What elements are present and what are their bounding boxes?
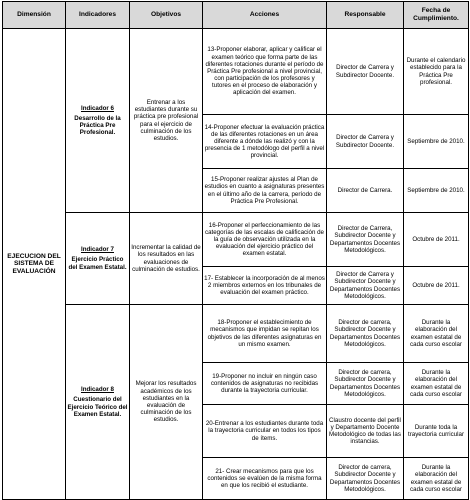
indicator-name: Desarrollo de la Práctica Pre Profesional.	[74, 114, 121, 137]
responsible-cell: Director de carrera, Subdirector Docente y Departamentos Docentes Metodológicos.	[327, 305, 404, 363]
date-cell: Durante el calendario establecido para la Práctica Pre profesional.	[404, 29, 469, 115]
action-cell: 15-Proponer realizar ajustes al Plan de estudios en cuanto a asignaturas presentes en el último año de la carrera, período de Práctica Pre Profesional.	[203, 169, 327, 213]
date-cell: Durante la elaboración del examen estatal de cada curso escolar	[404, 458, 469, 500]
table-row	[3, 29, 469, 115]
indicator-name: Cuestionario del Ejercicio Teórico del Examen Estatal.	[67, 396, 128, 418]
header-row	[3, 2, 469, 29]
indicator-name: Ejercicio Práctico del Examen Estatal.	[68, 256, 127, 271]
action-cell: 19-Proponer no incluir en ningún caso contenidos de asignaturas no recibidas durante la trayectoria curricular.	[203, 363, 327, 405]
responsible-cell: Director de Carrera.	[327, 169, 404, 213]
indicator-cell	[66, 213, 130, 305]
header-responsible: Responsable	[327, 2, 404, 29]
date-cell: Durante la elaboración del examen estatal de cada curso escolar	[404, 363, 469, 405]
action-cell: 21- Crear mecanismos para que los contenidos se evalúen de la misma forma en que los recibió el estudiante.	[203, 458, 327, 500]
action-cell: 18-Proponer el establecimiento de mecanismos que impidan se repitan los objetivos de las diferentes asignaturas en un mismo examen.	[203, 305, 327, 363]
action-cell: 16-Proponer el perfeccionamiento de las categorías de las escalas de calificación de la guía de observación utilizada en la evaluación del ejercicio práctico del examen estatal.	[203, 213, 327, 267]
action-cell: 20-Entrenar a los estudiantes durante toda la trayectoria curricular en todos los tipos de ítems.	[203, 405, 327, 458]
header-indicators: Indicadores	[66, 2, 130, 29]
objective-cell: Entrenar a los estudiantes durante su práctica pre profesional para el ejercicio de culminación de los estudios.	[130, 29, 203, 213]
action-cell: 17- Establecer la incorporación de al menos 2 miembros externos en los tribunales de evaluación del examen práctico.	[203, 267, 327, 305]
objective-cell: Mejorar los resultados académicos de los estudiantes en la evaluación de culminación de los estudios.	[130, 305, 203, 500]
date-cell: Octubre de 2011.	[404, 267, 469, 305]
responsible-cell: Director de Carrera y Subdirector Docente.	[327, 115, 404, 169]
indicator-number: Indicador 8	[80, 386, 114, 394]
table-row	[3, 305, 469, 363]
action-cell: 14-Proponer efectuar la evaluación práctica de las diferentes rotaciones en un área diferente a dónde las realizó y con la presencia de 1 metodólogo del perfil a nivel provincial.	[203, 115, 327, 169]
objective-cell: Incrementar la calidad de los resultados en las evaluaciones de culminación de estudios.	[130, 213, 203, 305]
table-row	[3, 213, 469, 267]
date-cell: Septiembre de 2010.	[404, 115, 469, 169]
evaluation-plan-table	[2, 1, 469, 500]
action-cell: 13-Proponer elaborar, aplicar y calificar el examen teórico que forma parte de las diferentes rotaciones durante el período de Práctica Pre profesional a nivel provincial, con participación de los profesores y tutores en el proceso de elaboración y aplicación del examen.	[203, 29, 327, 115]
header-objectives: Objetivos	[130, 2, 203, 29]
responsible-cell: Director de Carrera y Subdirector Docente y Departamentos Docentes Metodológicos.	[327, 267, 404, 305]
indicator-cell	[66, 305, 130, 500]
header-date: Fecha de Cumplimiento.	[404, 2, 469, 29]
responsible-cell: Director de Carrera, Subdirector Docente y Departamentos Docentes Metodológicos.	[327, 213, 404, 267]
date-cell: Octubre de 2011.	[404, 213, 469, 267]
date-cell: Durante toda la trayectoria curricular	[404, 405, 469, 458]
responsible-cell: Director de Carrera y Subdirector Docente.	[327, 29, 404, 115]
indicator-number: Indicador 6	[80, 104, 114, 112]
responsible-cell: Claustro docente del perfil y Departamento Docente Metodológico de todas las instancias.	[327, 405, 404, 458]
header-actions: Acciones	[203, 2, 327, 29]
dimension-cell: EJECUCION DEL SISTEMA DE EVALUACIÓN	[3, 29, 66, 500]
date-cell: Durante la elaboración del examen estatal de cada curso escolar	[404, 305, 469, 363]
date-cell: Septiembre de 2010.	[404, 169, 469, 213]
indicator-number: Indicador 7	[80, 246, 114, 254]
indicator-cell	[66, 29, 130, 213]
responsible-cell: Director de carrera, Subdirector Docente y Departamentos Docentes Metodológicos.	[327, 363, 404, 405]
header-dimension: Dimensión	[3, 2, 66, 29]
responsible-cell: Director de carrera, Subdirector Docente y Departamentos Docentes Metodológicos.	[327, 458, 404, 500]
